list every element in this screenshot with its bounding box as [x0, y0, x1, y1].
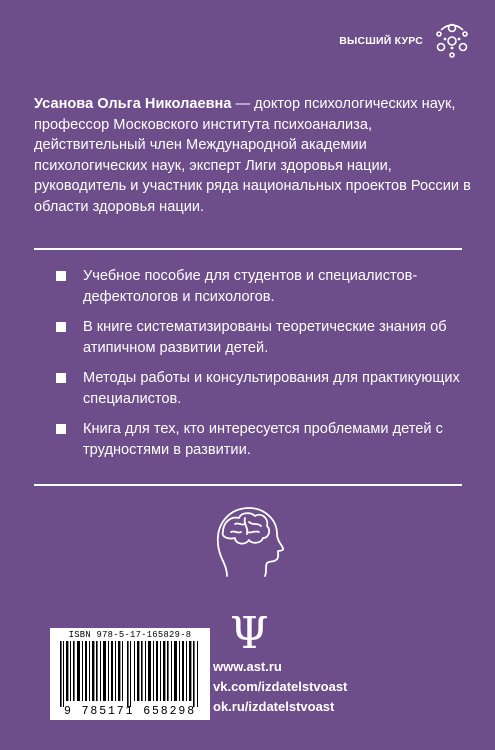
link-vk[interactable]: vk.com/izdatelstvoast: [213, 679, 348, 694]
divider-bottom: [34, 484, 462, 486]
series-badge: [339, 22, 471, 60]
publisher-psi-logo: Ψ: [230, 608, 269, 659]
feature-list: [56, 266, 476, 470]
publisher-links: [213, 657, 347, 717]
link-website[interactable]: www.ast.ru: [213, 659, 282, 674]
list-item: [56, 419, 476, 460]
dots-circle-logo-icon: [433, 22, 471, 60]
square-bullet-icon: [56, 424, 66, 434]
list-item-text: Книга для тех, кто интересуется проблемами детей с трудностями в развитии.: [83, 421, 443, 458]
square-bullet-icon: [56, 271, 66, 281]
author-description: — доктор психологических наук, профессор Московского института психоанализа, действительный член Международной академии психологических наук, эксперт Лиги здоровья нации, руководитель и участник ряда национальных проектов России в области здоровья нации.: [34, 96, 471, 215]
ean-digits: 9 785171 658298: [63, 705, 197, 718]
square-bullet-icon: [56, 322, 66, 332]
list-item: [56, 317, 476, 358]
divider-top: [34, 248, 462, 250]
list-item-text: В книге систематизированы теоретические знания об атипичном развитии детей.: [83, 319, 447, 356]
list-item: [56, 368, 476, 409]
link-ok[interactable]: ok.ru/izdatelstvoast: [213, 699, 335, 714]
square-bullet-icon: [56, 373, 66, 383]
list-item-text: Учебное пособие для студентов и специалистов-дефектологов и психологов.: [83, 268, 418, 305]
barcode: [50, 628, 210, 720]
head-brain-icon: [205, 500, 289, 582]
author-name: Усанова Ольга Николаевна: [34, 96, 232, 112]
isbn-number: ISBN 978-5-17-165829-8: [68, 630, 192, 640]
list-item-text: Методы работы и консультирования для практикующих специалистов.: [83, 370, 460, 407]
list-item: [56, 266, 476, 307]
series-label: ВЫСШИЙ КУРС: [339, 35, 423, 47]
author-bio: [34, 94, 474, 217]
